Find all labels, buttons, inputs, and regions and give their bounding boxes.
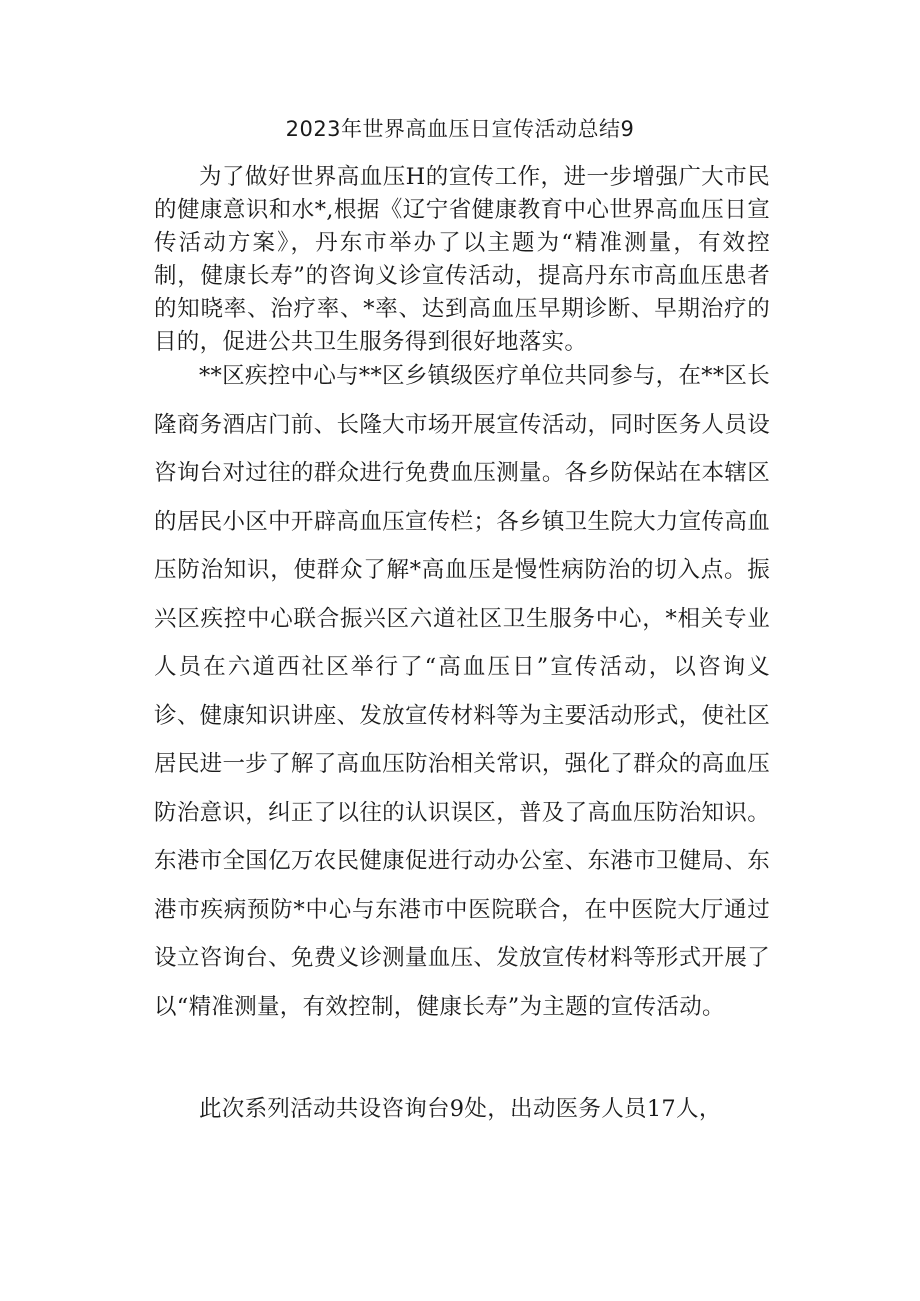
paragraph-intro: 为了做好世界高血压H的宣传工作，进一步增强广大市民的健康意识和水*,根据《辽宁省健康教育中心世界高血压日宣传活动方案》，丹东市举办了以主题为“精准测量，有效控制，健康长寿”的咨询义诊宣传活动，提高丹东市高血压患者的知晓率、治疗率、*率、达到高血压早期诊断、早期治疗的目的，促进公共卫生服务得到很好地落实。 [154,164,770,355]
paragraph-summary: 此次系列活动共设咨询台9处，出动医务人员17人， [199,1096,722,1122]
document-title: 2023年世界高血压日宣传活动总结9 [285,117,635,141]
paragraph-activities: **区疾控中心与**区乡镇级医疗单位共同参与，在**区长隆商务酒店门前、长隆大市场开展宣传活动，同时医务人员设咨询台对过往的群众进行免费血压测量。各乡防保站在本辖区的居民小区中开辟高血压宣传栏；各乡镇卫生院大力宣传高血压防治知识，使群众了解*高血压是慢性病防治的切入点。振兴区疾控中心联合振兴区六道社区卫生服务中心，*相关专业人员在六道西社区举行了“高血压日”宣传活动，以咨询义诊、健康知识讲座、发放宣传材料等为主要活动形式，使社区居民进一步了解了高血压防治相关常识，强化了群众的高血压防治意识，纠正了以往的认识误区，普及了高血压防治知识。东港市全国亿万农民健康促进行动办公室、东港市卫健局、东港市疾病预防*中心与东港市中医院联合，在中医院大厅通过设立咨询台、免费义诊测量血压、发放宣传材料等形式开展了以“精准测量，有效控制，健康长寿”为主题的宣传活动。 [154,363,770,1020]
